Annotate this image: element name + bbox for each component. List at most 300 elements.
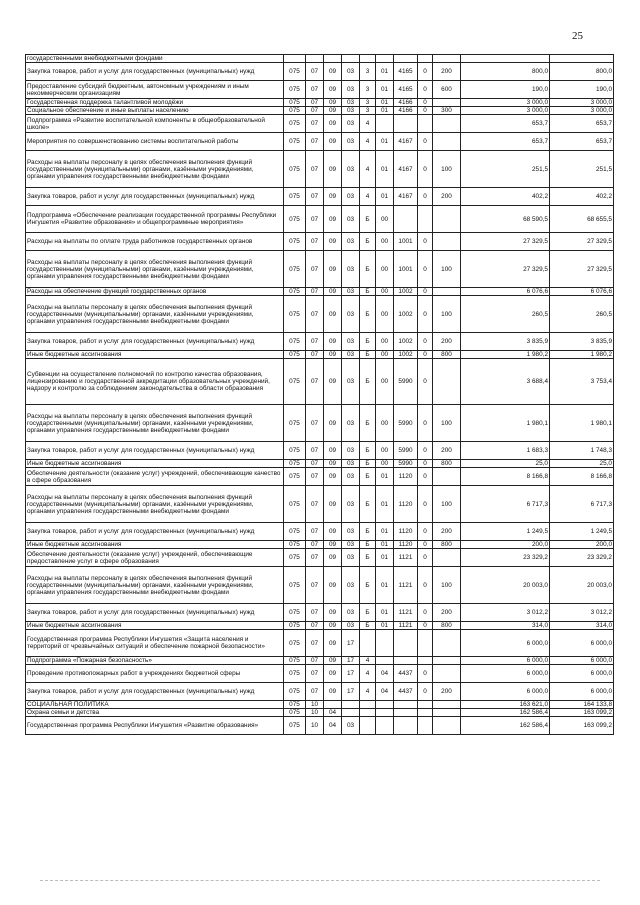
row-amount-year-2: 27 329,5: [550, 251, 614, 288]
table-row: [26, 717, 614, 735]
row-amount-year-2: 3 000,0: [550, 99, 614, 107]
row-code-2: 07: [306, 296, 324, 333]
row-name: Государственная программа Республики Ингушетия «Развитие образования»: [26, 717, 284, 735]
row-code-6: 00: [376, 460, 394, 468]
row-code-9: [433, 99, 461, 107]
table-row: [26, 405, 614, 442]
row-amount-year-2: 163 099,2: [550, 709, 614, 717]
row-code-5: 3: [360, 63, 376, 81]
row-code-9: [433, 206, 461, 233]
row-code-4: 03: [342, 133, 360, 151]
row-code-2: 07: [306, 683, 324, 701]
row-amount-year-1: 3 000,0: [461, 107, 550, 115]
row-code-9: 800: [433, 351, 461, 359]
row-code-1: 075: [284, 351, 306, 359]
row-code-8: [418, 206, 433, 233]
row-code-9: 100: [433, 486, 461, 523]
row-amount-year-1: 3 688,4: [461, 359, 550, 405]
row-code-8: 0: [418, 683, 433, 701]
table-row: [26, 567, 614, 604]
table-row: [26, 151, 614, 188]
row-code-5: Б: [360, 296, 376, 333]
row-code-4: 17: [342, 657, 360, 665]
row-code-4: 03: [342, 604, 360, 622]
row-code-8: 0: [418, 81, 433, 99]
row-code-1: 075: [284, 630, 306, 657]
row-code-1: 075: [284, 486, 306, 523]
row-code-2: 07: [306, 604, 324, 622]
table-row: [26, 683, 614, 701]
row-code-7: 1120: [394, 486, 418, 523]
row-name: Расходы на выплаты персоналу в целях обеспечения выполнения функций государственными (муниципальными) органами, казёнными учреждениями, органами управления государственными внебюджетными фондами: [26, 151, 284, 188]
table-row: [26, 604, 614, 622]
row-code-4: [342, 709, 360, 717]
row-code-1: 075: [284, 460, 306, 468]
row-amount-year-2: 27 329,5: [550, 233, 614, 251]
row-code-5: 3: [360, 107, 376, 115]
row-code-7: 1002: [394, 333, 418, 351]
row-code-6: [376, 701, 394, 709]
row-name: Иные бюджетные ассигнования: [26, 351, 284, 359]
row-code-2: 10: [306, 709, 324, 717]
row-code-2: [306, 55, 324, 63]
row-code-6: 01: [376, 151, 394, 188]
row-code-3: 09: [324, 549, 342, 567]
row-amount-year-1: 3 012,2: [461, 604, 550, 622]
row-code-4: 03: [342, 359, 360, 405]
row-code-9: 200: [433, 604, 461, 622]
row-code-3: 09: [324, 333, 342, 351]
row-code-4: 03: [342, 206, 360, 233]
row-code-8: 0: [418, 604, 433, 622]
row-code-4: [342, 701, 360, 709]
row-code-8: 0: [418, 63, 433, 81]
row-name: Социальное обеспечение и иные выплаты населению: [26, 107, 284, 115]
row-code-1: [284, 55, 306, 63]
row-name: Подпрограмма «Пожарная безопасность»: [26, 657, 284, 665]
row-code-2: 07: [306, 351, 324, 359]
row-code-2: 07: [306, 567, 324, 604]
row-amount-year-1: 27 329,5: [461, 251, 550, 288]
row-code-7: 1121: [394, 549, 418, 567]
row-amount-year-1: 190,0: [461, 81, 550, 99]
row-code-8: 0: [418, 188, 433, 206]
row-code-7: [394, 709, 418, 717]
row-code-4: 03: [342, 442, 360, 460]
row-amount-year-2: 164 133,8: [550, 701, 614, 709]
table-row: [26, 486, 614, 523]
row-code-3: [324, 701, 342, 709]
row-code-6: 04: [376, 665, 394, 683]
row-code-3: 09: [324, 233, 342, 251]
row-code-6: [376, 657, 394, 665]
row-code-2: 07: [306, 115, 324, 133]
row-code-5: [360, 55, 376, 63]
row-code-3: 09: [324, 486, 342, 523]
row-code-4: 03: [342, 351, 360, 359]
row-code-6: 00: [376, 288, 394, 296]
table-row: [26, 63, 614, 81]
row-code-1: 075: [284, 405, 306, 442]
row-amount-year-1: 1 980,2: [461, 351, 550, 359]
row-code-8: 0: [418, 251, 433, 288]
row-code-5: 4: [360, 683, 376, 701]
table-row: [26, 523, 614, 541]
table-row: [26, 296, 614, 333]
row-code-7: 1120: [394, 468, 418, 486]
row-code-3: 09: [324, 523, 342, 541]
row-code-5: 4: [360, 151, 376, 188]
row-code-7: [394, 701, 418, 709]
row-code-8: [418, 657, 433, 665]
row-name: Иные бюджетные ассигнования: [26, 460, 284, 468]
row-code-8: 0: [418, 288, 433, 296]
row-code-7: [394, 115, 418, 133]
row-amount-year-2: 1 249,5: [550, 523, 614, 541]
row-code-4: 03: [342, 81, 360, 99]
row-code-8: 0: [418, 333, 433, 351]
row-code-5: 4: [360, 665, 376, 683]
row-code-8: [418, 55, 433, 63]
row-code-8: 0: [418, 405, 433, 442]
row-code-6: 01: [376, 133, 394, 151]
row-code-8: 0: [418, 549, 433, 567]
row-code-6: 01: [376, 541, 394, 549]
row-amount-year-2: 6 000,0: [550, 630, 614, 657]
row-name: Расходы на обеспечение функций государственных органов: [26, 288, 284, 296]
row-code-3: [324, 55, 342, 63]
row-code-6: 00: [376, 351, 394, 359]
row-code-7: 4437: [394, 665, 418, 683]
row-code-5: Б: [360, 206, 376, 233]
row-amount-year-1: 314,0: [461, 622, 550, 630]
table-row: [26, 549, 614, 567]
row-code-6: 01: [376, 188, 394, 206]
row-code-5: Б: [360, 549, 376, 567]
row-code-8: 0: [418, 351, 433, 359]
row-code-8: [418, 717, 433, 735]
row-code-6: [376, 709, 394, 717]
row-code-7: [394, 657, 418, 665]
row-code-1: 075: [284, 541, 306, 549]
row-code-7: [394, 630, 418, 657]
row-amount-year-2: 6 076,6: [550, 288, 614, 296]
row-code-9: [433, 665, 461, 683]
row-code-1: 075: [284, 296, 306, 333]
row-code-6: 00: [376, 296, 394, 333]
row-code-8: 0: [418, 133, 433, 151]
row-code-3: 09: [324, 405, 342, 442]
row-name: Расходы на выплаты по оплате труда работников государственных органов: [26, 233, 284, 251]
row-code-1: 075: [284, 333, 306, 351]
row-amount-year-1: 68 590,5: [461, 206, 550, 233]
row-code-5: 3: [360, 81, 376, 99]
row-code-7: 1002: [394, 351, 418, 359]
row-code-8: 0: [418, 151, 433, 188]
row-code-6: 01: [376, 523, 394, 541]
row-code-2: 07: [306, 630, 324, 657]
row-code-3: 09: [324, 63, 342, 81]
row-code-3: 09: [324, 460, 342, 468]
row-code-4: 03: [342, 717, 360, 735]
row-code-8: 0: [418, 460, 433, 468]
row-name: Мероприятия по совершенствованию системы воспитательной работы: [26, 133, 284, 151]
row-code-1: 075: [284, 622, 306, 630]
row-code-9: 800: [433, 541, 461, 549]
table-row: [26, 709, 614, 717]
row-code-7: 4167: [394, 133, 418, 151]
row-code-9: 300: [433, 107, 461, 115]
row-amount-year-2: 200,0: [550, 541, 614, 549]
row-code-8: [418, 709, 433, 717]
row-code-6: 01: [376, 63, 394, 81]
row-name: Закупка товаров, работ и услуг для государственных (муниципальных) нужд: [26, 442, 284, 460]
table-row: [26, 541, 614, 549]
row-code-9: 200: [433, 63, 461, 81]
row-code-1: 075: [284, 604, 306, 622]
row-code-3: 09: [324, 468, 342, 486]
row-code-6: 01: [376, 468, 394, 486]
row-code-4: 03: [342, 567, 360, 604]
row-code-1: 075: [284, 523, 306, 541]
row-code-3: 04: [324, 717, 342, 735]
row-amount-year-1: 6 000,0: [461, 665, 550, 683]
row-code-4: 03: [342, 63, 360, 81]
row-amount-year-2: 3 753,4: [550, 359, 614, 405]
row-code-2: 07: [306, 99, 324, 107]
row-code-6: 00: [376, 206, 394, 233]
row-code-9: [433, 133, 461, 151]
row-amount-year-1: 6 717,3: [461, 486, 550, 523]
row-code-1: 075: [284, 701, 306, 709]
row-amount-year-2: 1 980,1: [550, 405, 614, 442]
row-name: Обеспечение деятельности (оказание услуг) учреждений, обеспечивающие качество в сфере образования: [26, 468, 284, 486]
table-row: [26, 188, 614, 206]
row-code-4: 03: [342, 541, 360, 549]
row-code-9: [433, 709, 461, 717]
row-code-4: 17: [342, 665, 360, 683]
row-amount-year-2: 653,7: [550, 115, 614, 133]
row-code-9: [433, 717, 461, 735]
row-name: Расходы на выплаты персоналу в целях обеспечения выполнения функций государственными (муниципальными) органами, казёнными учреждениями, органами управления государственными внебюджетными фондами: [26, 296, 284, 333]
row-amount-year-1: 6 076,6: [461, 288, 550, 296]
row-name: Обеспечение деятельности (оказание услуг) учреждений, обеспечивающие предоставление услуг в сфере образования: [26, 549, 284, 567]
row-code-6: 00: [376, 442, 394, 460]
row-code-3: 09: [324, 683, 342, 701]
page-footer-line: [40, 880, 600, 882]
row-code-1: 075: [284, 442, 306, 460]
row-code-8: 0: [418, 233, 433, 251]
row-code-2: 10: [306, 717, 324, 735]
row-code-9: 100: [433, 151, 461, 188]
row-name: Закупка товаров, работ и услуг для государственных (муниципальных) нужд: [26, 523, 284, 541]
budget-table-body: [26, 55, 614, 735]
row-amount-year-2: 1 748,3: [550, 442, 614, 460]
row-amount-year-1: 653,7: [461, 115, 550, 133]
row-code-5: [360, 709, 376, 717]
row-name: Государственная поддержка талантливой молодёжи: [26, 99, 284, 107]
row-code-2: 07: [306, 107, 324, 115]
row-code-5: 4: [360, 115, 376, 133]
row-code-2: 07: [306, 622, 324, 630]
row-amount-year-2: 3 012,2: [550, 604, 614, 622]
row-code-7: 5990: [394, 442, 418, 460]
row-amount-year-2: 6 000,0: [550, 657, 614, 665]
row-code-8: [418, 701, 433, 709]
row-code-1: 075: [284, 206, 306, 233]
row-code-5: Б: [360, 541, 376, 549]
row-code-7: 5990: [394, 359, 418, 405]
table-row: [26, 133, 614, 151]
row-amount-year-2: 6 000,0: [550, 683, 614, 701]
row-amount-year-1: 163 621,0: [461, 701, 550, 709]
row-code-5: Б: [360, 333, 376, 351]
table-row: [26, 351, 614, 359]
row-name: Закупка товаров, работ и услуг для государственных (муниципальных) нужд: [26, 683, 284, 701]
row-code-6: 00: [376, 333, 394, 351]
row-code-2: 07: [306, 442, 324, 460]
row-code-4: 03: [342, 460, 360, 468]
row-code-9: [433, 359, 461, 405]
table-row: [26, 107, 614, 115]
row-code-3: 04: [324, 709, 342, 717]
row-code-7: [394, 206, 418, 233]
row-code-1: 075: [284, 188, 306, 206]
row-amount-year-2: 23 329,2: [550, 549, 614, 567]
table-row: [26, 622, 614, 630]
row-amount-year-1: [461, 55, 550, 63]
row-code-9: 100: [433, 296, 461, 333]
row-code-9: [433, 657, 461, 665]
row-code-8: 0: [418, 622, 433, 630]
row-amount-year-1: 6 000,0: [461, 630, 550, 657]
row-code-1: 075: [284, 468, 306, 486]
budget-table: [25, 54, 614, 735]
row-code-5: 4: [360, 657, 376, 665]
row-code-2: 07: [306, 541, 324, 549]
row-code-5: Б: [360, 251, 376, 288]
row-code-5: Б: [360, 351, 376, 359]
row-code-7: 1121: [394, 567, 418, 604]
row-code-9: 800: [433, 460, 461, 468]
row-code-3: 09: [324, 657, 342, 665]
row-code-5: Б: [360, 567, 376, 604]
row-code-9: 100: [433, 251, 461, 288]
row-amount-year-1: 23 329,2: [461, 549, 550, 567]
table-row: [26, 81, 614, 99]
row-code-6: 01: [376, 622, 394, 630]
row-code-7: 1002: [394, 296, 418, 333]
row-code-3: 09: [324, 296, 342, 333]
row-amount-year-2: 20 003,0: [550, 567, 614, 604]
row-code-7: 4166: [394, 107, 418, 115]
row-code-2: 07: [306, 188, 324, 206]
row-code-5: Б: [360, 442, 376, 460]
row-amount-year-2: 8 166,8: [550, 468, 614, 486]
row-code-1: 075: [284, 81, 306, 99]
row-code-3: 09: [324, 567, 342, 604]
row-amount-year-2: 314,0: [550, 622, 614, 630]
row-code-5: Б: [360, 468, 376, 486]
page-number: 25: [572, 30, 583, 42]
row-code-9: [433, 55, 461, 63]
row-code-9: 600: [433, 81, 461, 99]
row-code-6: 04: [376, 683, 394, 701]
row-code-5: [360, 701, 376, 709]
row-code-6: [376, 115, 394, 133]
row-code-8: 0: [418, 442, 433, 460]
row-amount-year-1: 27 329,5: [461, 233, 550, 251]
row-code-5: Б: [360, 460, 376, 468]
row-code-2: 07: [306, 288, 324, 296]
row-code-3: 09: [324, 115, 342, 133]
row-code-1: 075: [284, 151, 306, 188]
row-amount-year-2: 68 655,5: [550, 206, 614, 233]
row-amount-year-2: 1 980,2: [550, 351, 614, 359]
row-name: Закупка товаров, работ и услуг для государственных (муниципальных) нужд: [26, 188, 284, 206]
row-code-7: 1120: [394, 541, 418, 549]
row-code-9: 200: [433, 683, 461, 701]
row-code-7: [394, 55, 418, 63]
row-code-4: 03: [342, 486, 360, 523]
row-code-6: 00: [376, 233, 394, 251]
row-amount-year-1: 25,0: [461, 460, 550, 468]
row-code-3: 09: [324, 622, 342, 630]
row-code-7: 1121: [394, 604, 418, 622]
row-code-2: 07: [306, 468, 324, 486]
row-name: Расходы на выплаты персоналу в целях обеспечения выполнения функций государственными (муниципальными) органами, казёнными учреждениями, органами управления государственными внебюджетными фондами: [26, 486, 284, 523]
row-code-5: Б: [360, 359, 376, 405]
row-code-5: 4: [360, 133, 376, 151]
row-code-6: 01: [376, 486, 394, 523]
row-code-9: [433, 288, 461, 296]
row-code-5: Б: [360, 604, 376, 622]
row-name: Расходы на выплаты персоналу в целях обеспечения выполнения функций государственными (муниципальными) органами, казёнными учреждениями, органами управления государственными внебюджетными фондами: [26, 405, 284, 442]
row-code-9: 100: [433, 567, 461, 604]
row-code-4: 03: [342, 288, 360, 296]
row-amount-year-1: 6 000,0: [461, 657, 550, 665]
row-code-6: [376, 630, 394, 657]
row-code-7: 1002: [394, 288, 418, 296]
row-code-3: 09: [324, 251, 342, 288]
row-amount-year-2: 653,7: [550, 133, 614, 151]
row-code-9: 200: [433, 188, 461, 206]
row-code-2: 07: [306, 333, 324, 351]
row-code-8: 0: [418, 99, 433, 107]
row-code-4: 03: [342, 549, 360, 567]
row-amount-year-2: 3 835,9: [550, 333, 614, 351]
row-code-8: 0: [418, 468, 433, 486]
row-code-4: 17: [342, 630, 360, 657]
table-row: [26, 251, 614, 288]
row-amount-year-2: 402,2: [550, 188, 614, 206]
row-code-7: 1001: [394, 251, 418, 288]
table-row: [26, 288, 614, 296]
row-code-1: 075: [284, 657, 306, 665]
row-code-3: 09: [324, 351, 342, 359]
row-code-1: 075: [284, 717, 306, 735]
row-amount-year-1: 3 000,0: [461, 99, 550, 107]
row-amount-year-2: 3 000,0: [550, 107, 614, 115]
row-code-1: 075: [284, 709, 306, 717]
row-code-1: 075: [284, 665, 306, 683]
row-amount-year-1: 162 586,4: [461, 709, 550, 717]
row-code-5: Б: [360, 523, 376, 541]
row-amount-year-1: 1 683,3: [461, 442, 550, 460]
row-code-9: 200: [433, 333, 461, 351]
row-code-9: 100: [433, 405, 461, 442]
row-name: Иные бюджетные ассигнования: [26, 622, 284, 630]
